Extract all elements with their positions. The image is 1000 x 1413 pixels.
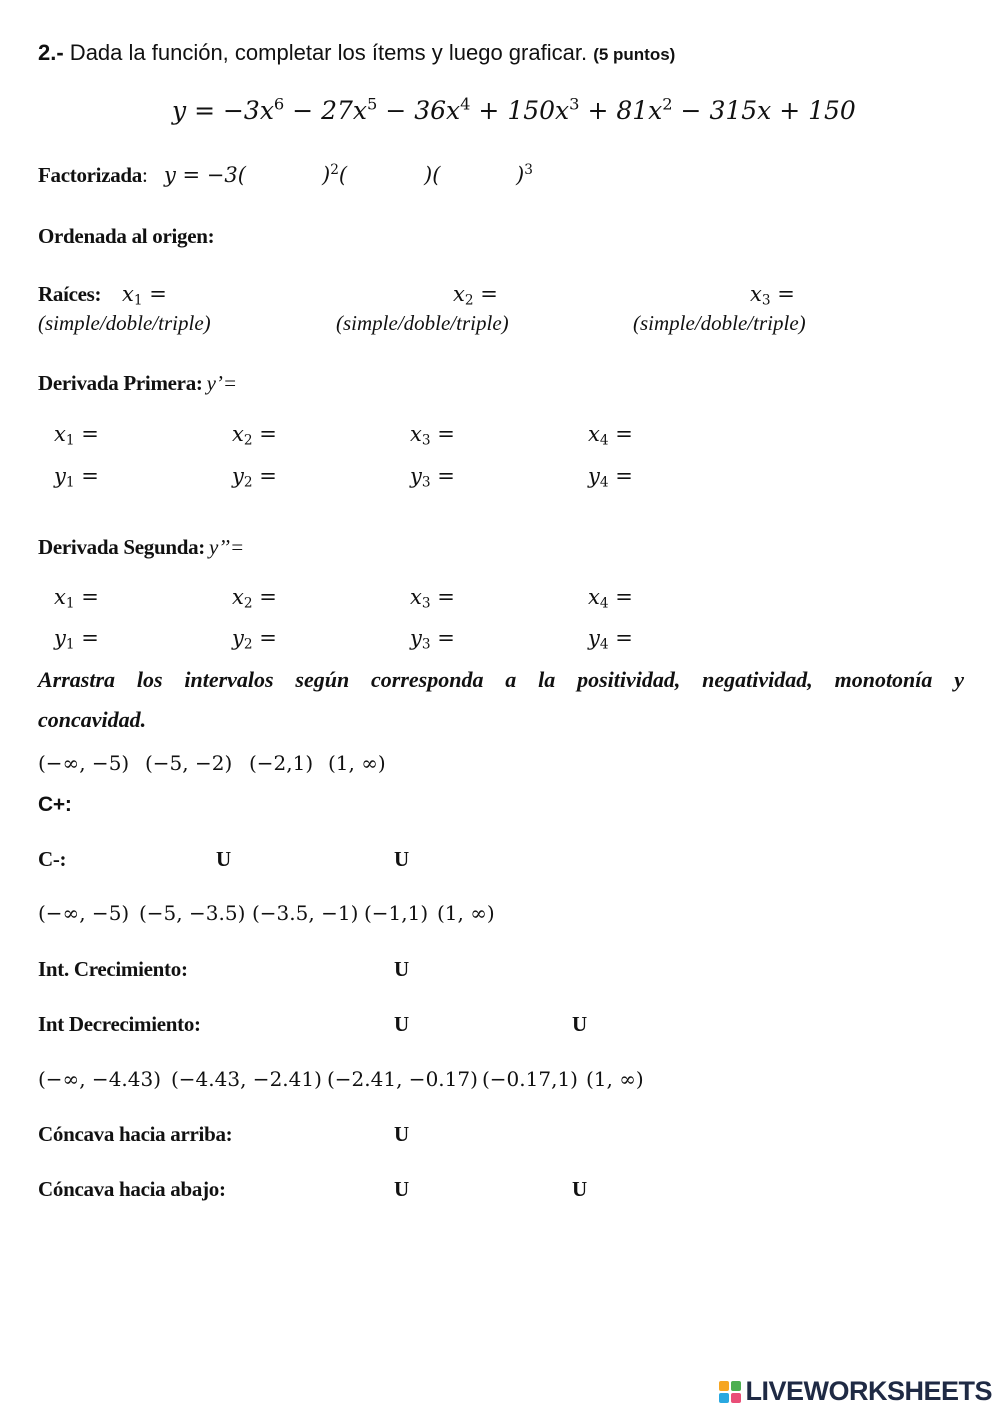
sd-x2[interactable]: $x_2$ =: [232, 585, 277, 612]
sign-interval-1[interactable]: (−∞, −5): [38, 751, 130, 775]
increasing-union-1: U: [394, 957, 410, 981]
concave-down-union-2: U: [572, 1177, 588, 1201]
c-minus-union-2: U: [394, 847, 410, 871]
conc-interval-5[interactable]: (1, ∞): [586, 1067, 644, 1091]
exercise-header: [38, 40, 675, 66]
sign-interval-3[interactable]: (−2,1): [249, 751, 314, 775]
mono-interval-1[interactable]: (−∞, −5): [38, 901, 130, 925]
conc-interval-4[interactable]: (−0.17,1): [482, 1067, 578, 1091]
liveworksheets-logo-icon: [719, 1381, 741, 1403]
sd-y1[interactable]: $y_1$ =: [54, 626, 99, 653]
instruction-line-2: concavidad.: [38, 707, 147, 732]
concave-up-label: Cóncava hacia arriba:: [38, 1122, 233, 1146]
root-type-3[interactable]: (simple/doble/triple): [633, 311, 806, 335]
mono-interval-4[interactable]: (−1,1): [364, 901, 429, 925]
factorized-blank-1[interactable]: )$^2$(: [322, 162, 348, 187]
mono-interval-5[interactable]: (1, ∞): [437, 901, 495, 925]
factorized-expression: y = −3(: [164, 163, 246, 187]
decreasing-union-2: U: [572, 1012, 588, 1036]
first-derivative-label: Derivada Primera:: [38, 371, 203, 395]
exercise-statement: Dada la función, completar los ítems y luego graficar.: [63, 40, 588, 65]
sd-y4[interactable]: $y_4$ =: [588, 626, 633, 653]
root-x1[interactable]: $x_1$ =: [122, 282, 167, 309]
ordinate-label: Ordenada al origen:: [38, 224, 215, 248]
factorized-blank-2[interactable]: )(: [424, 163, 441, 187]
mono-interval-3[interactable]: (−3.5, −1): [252, 901, 359, 925]
liveworksheets-logo-text: LIVEWORKSHEETS: [745, 1376, 992, 1406]
fd-x3[interactable]: $x_3$ =: [410, 422, 455, 449]
sign-interval-2[interactable]: (−5, −2): [145, 751, 233, 775]
instruction-line-1: Arrastra los intervalos según corresponda a la positividad, negatividad, monotonía y: [38, 667, 964, 692]
sd-y3[interactable]: $y_3$ =: [410, 626, 455, 653]
fd-x1[interactable]: $x_1$ =: [54, 422, 99, 449]
root-x3[interactable]: $x_3$ =: [750, 282, 795, 309]
second-derivative-expr: y’’=: [209, 535, 245, 559]
exercise-points: (5 puntos): [593, 45, 676, 64]
decreasing-union-1: U: [394, 1012, 410, 1036]
factorized-label: Factorizada: [38, 163, 142, 187]
exercise-number: 2.-: [38, 40, 64, 65]
sd-x1[interactable]: $x_1$ =: [54, 585, 99, 612]
fd-y2[interactable]: $y_2$ =: [232, 464, 277, 491]
concave-down-union-1: U: [394, 1177, 410, 1201]
fd-y3[interactable]: $y_3$ =: [410, 464, 455, 491]
function-equation: $y = -3x^6 - 27x^5 - 36x^4 + 150x^3 + 81x^2 - 315x + 150$: [172, 94, 856, 125]
sign-interval-4[interactable]: (1, ∞): [328, 751, 386, 775]
first-derivative-row: [38, 371, 237, 396]
root-x2[interactable]: $x_2$ =: [453, 282, 498, 309]
liveworksheets-logo: [719, 1376, 992, 1407]
factorized-blank-3[interactable]: )$^3$: [516, 162, 533, 187]
concave-down-label: Cóncava hacia abajo:: [38, 1177, 226, 1201]
roots-label: Raíces:: [38, 282, 102, 306]
fd-y1[interactable]: $y_1$ =: [54, 464, 99, 491]
sd-x3[interactable]: $x_3$ =: [410, 585, 455, 612]
fd-y4[interactable]: $y_4$ =: [588, 464, 633, 491]
second-derivative-label: Derivada Segunda:: [38, 535, 206, 559]
sd-y2[interactable]: $y_2$ =: [232, 626, 277, 653]
root-type-1[interactable]: (simple/doble/triple): [38, 311, 211, 335]
c-minus-union-1: U: [216, 847, 232, 871]
fd-x4[interactable]: $x_4$ =: [588, 422, 633, 449]
factorized-row: Factorizada:: [38, 163, 148, 187]
first-derivative-expr: y’=: [206, 371, 238, 395]
c-minus-label: C-:: [38, 847, 67, 871]
fd-x2[interactable]: $x_2$ =: [232, 422, 277, 449]
second-derivative-row: [38, 535, 244, 560]
increasing-label: Int. Crecimiento:: [38, 957, 188, 981]
decreasing-label: Int Decrecimiento:: [38, 1012, 201, 1036]
conc-interval-2[interactable]: (−4.43, −2.41): [171, 1067, 322, 1091]
c-plus-label: C+:: [38, 793, 72, 816]
concave-up-union-1: U: [394, 1122, 410, 1146]
conc-interval-1[interactable]: (−∞, −4.43): [38, 1067, 162, 1091]
sd-x4[interactable]: $x_4$ =: [588, 585, 633, 612]
root-type-2[interactable]: (simple/doble/triple): [336, 311, 509, 335]
mono-interval-2[interactable]: (−5, −3.5): [139, 901, 246, 925]
conc-interval-3[interactable]: (−2.41, −0.17): [327, 1067, 478, 1091]
